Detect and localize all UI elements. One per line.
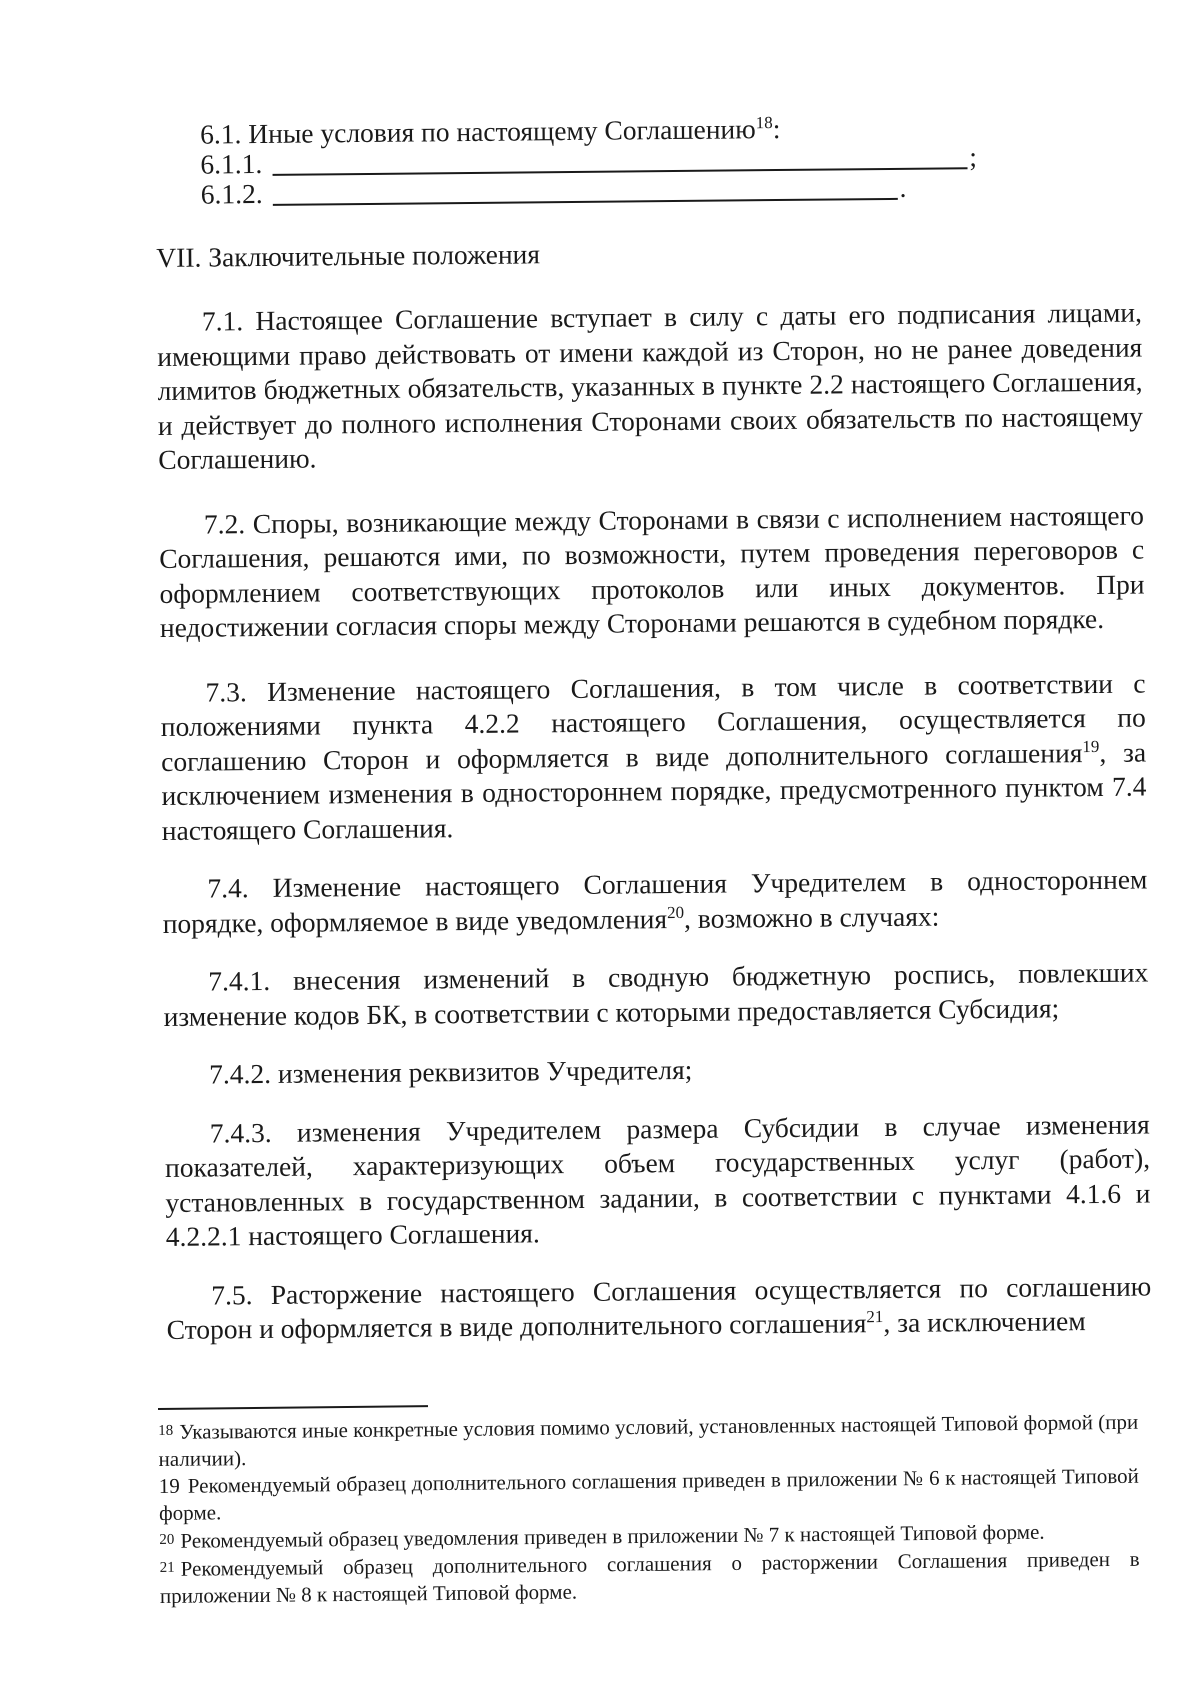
footnote-separator <box>158 1405 428 1410</box>
section-heading: VII. Заключительные положения <box>156 237 541 273</box>
fill-in-blank-line <box>272 167 967 176</box>
footnote-text: Рекомендуемый образец дополнительного соглашения приведен в приложении № 6 к настоящей Типовой форме. <box>158 1463 1139 1525</box>
clause-7-5 <box>166 1269 1152 1347</box>
clause-7-1: 7.1. Настоящее Соглашение вступает в силу с даты его подписания лицами, имеющими право действовать от имени каждой из Сторон, но не ранее доведения лимитов бюджетных обязательств, указанных в пункте 2.2 настоящего Соглашения, и действует до полного исполнения Сторонами своих обязательств по настоящему Соглашению. <box>157 296 1144 475</box>
clause-7-2: 7.2. Споры, возникающие между Сторонами в связи с исполнением настоящего Соглашения, решаются ими, по возможности, путем проведения переговоров с оформлением соответствующих протоколов или иных документов. При недостижении согласия споры между Сторонами решаются в судебном порядке. <box>159 499 1145 643</box>
fill-in-blank-line <box>273 197 898 205</box>
footnote-18 <box>158 1408 1139 1473</box>
footnotes <box>158 1398 1140 1610</box>
footnote-ref-20: 20 <box>666 902 685 922</box>
clause-7-4-2: 7.4.2. изменения реквизитов Учредителя; <box>209 1053 693 1090</box>
clause-6-1-1-number: 6.1.1. <box>200 147 263 180</box>
footnote-number: 20 <box>159 1531 175 1548</box>
footnote-number: 21 <box>159 1559 175 1576</box>
clause-6-1-colon: : <box>772 112 781 145</box>
footnote-text: Рекомендуемый образец дополнительного соглашения о расторжении Соглашения приведен в приложении № 8 к настоящей Типовой форме. <box>159 1546 1140 1608</box>
clause-7-4-text: 7.4. Изменение настоящего Соглашения Учредителем в одностороннем порядке, оформляемое в виде уведомления <box>162 863 1148 939</box>
footnote-text: Рекомендуемый образец уведомления приведен в приложении № 7 к настоящей Типовой форме. <box>180 1519 1045 1553</box>
footnote-ref-18: 18 <box>755 113 773 133</box>
footnote-number: 18 <box>158 1422 174 1439</box>
footnote-21 <box>160 1545 1141 1610</box>
footnote-number: 19 <box>158 1473 180 1498</box>
clause-7-5-text: 7.5. Расторжение настоящего Соглашения осуществляется по соглашению Сторон и оформляется в виде дополнительного соглашения <box>166 1269 1152 1345</box>
clause-7-4 <box>162 863 1148 941</box>
clause-7-4-3: 7.4.3. изменения Учредителем размера Субсидии в случае изменения показателей, характеризующих объем государственных услуг (работ), установленных в государственном задании, в соответствии с пунктами 4.1.6 и 4.2.2.1 настоящего Соглашения. <box>164 1107 1151 1252</box>
clause-7-3-tail: , за исключением изменения в одностороннем порядке, предусмотренного пунктом 7.4 настоящего Соглашения. <box>161 736 1147 846</box>
clause-7-5-tail: , за исключением <box>883 1305 1086 1339</box>
clause-7-3 <box>160 666 1147 848</box>
clause-7-4-tail: , возможно в случаях: <box>683 900 940 934</box>
document-body <box>155 109 1152 1348</box>
clause-6-1-2-punct: . <box>899 171 907 203</box>
clause-6-1-1-punct: ; <box>969 141 978 173</box>
clause-6-1-2-number: 6.1.2. <box>200 177 263 210</box>
footnote-ref-19: 19 <box>1082 736 1100 756</box>
clause-7-4-1: 7.4.1. внесения изменений в сводную бюджетную роспись, повлекших изменение кодов БК, в соответствии с которыми предоставляется Субсидия; <box>163 956 1149 1032</box>
footnote-text: Указываются иные конкретные условия помимо условий, установленных настоящей Типовой формой (при наличии). <box>158 1409 1139 1471</box>
clause-6-1-text: 6.1. Иные условия по настоящему Соглашению <box>200 113 756 150</box>
footnote-ref-21: 21 <box>866 1307 884 1327</box>
clause-7-3-text: 7.3. Изменение настоящего Соглашения, в том числе в соответствии с положениями пункта 4.2.2 настоящего Соглашения, осуществляется по соглашению Сторон и оформляется в виде дополнительного соглашения <box>160 667 1146 777</box>
